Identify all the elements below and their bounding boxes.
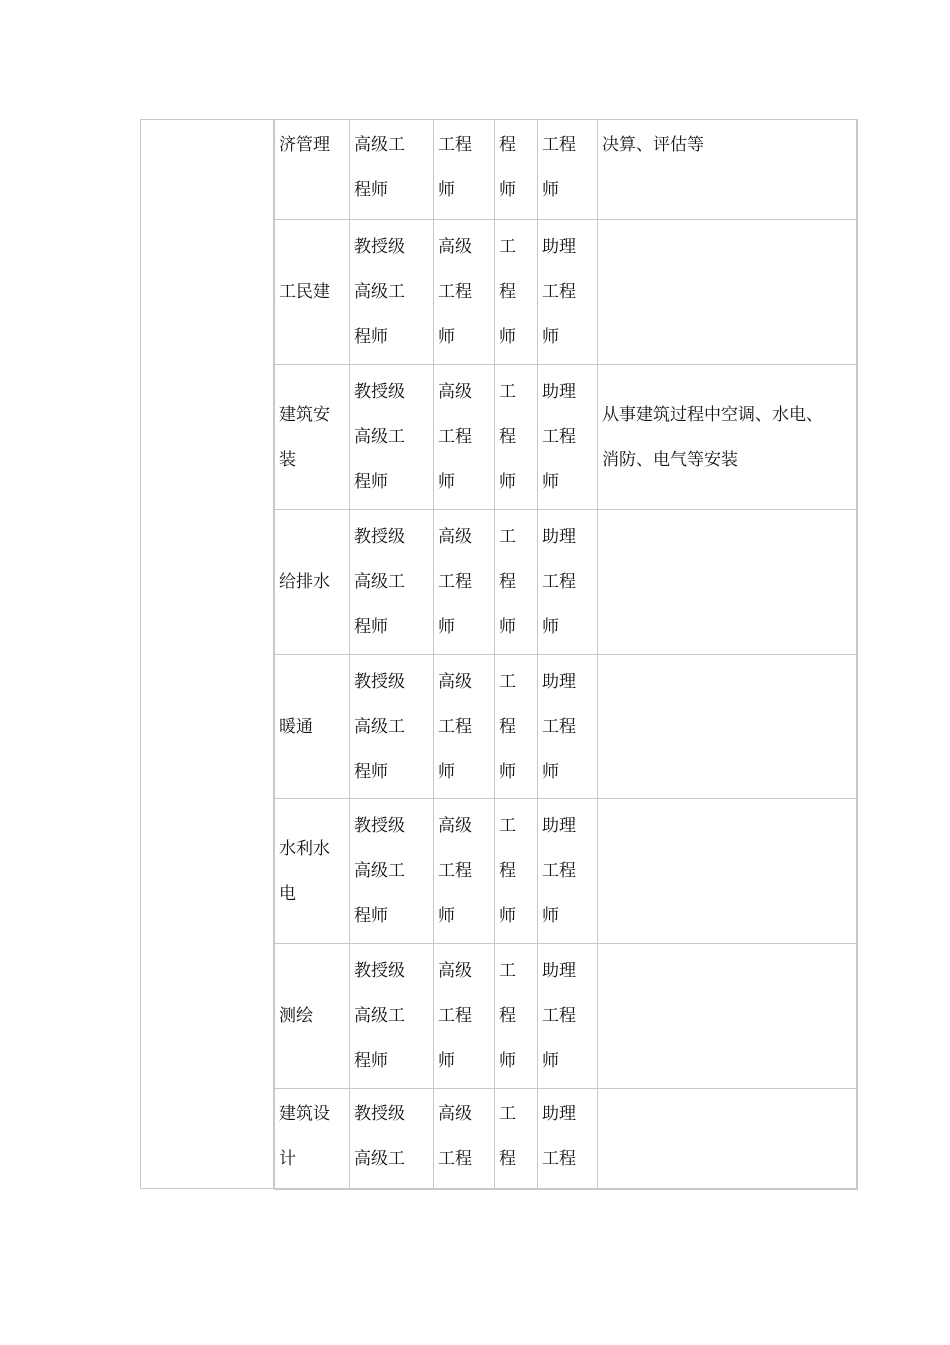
note-cell: [597, 798, 858, 944]
field-cell: 建筑安 装: [274, 364, 350, 510]
title-senior-cell: 教授级 高级工: [349, 1088, 434, 1190]
field-cell: 建筑设 计: [274, 1088, 350, 1190]
title-engineer-cell: 程 师: [494, 119, 538, 220]
title-high-cell: 工程 师: [433, 119, 495, 220]
title-engineer-cell: 工 程 师: [494, 798, 538, 944]
title-high-cell: 高级 工程 师: [433, 219, 495, 365]
title-high-cell: 高级 工程 师: [433, 798, 495, 944]
title-senior-cell: 教授级 高级工 程师: [349, 509, 434, 655]
title-engineer-cell: 工 程 师: [494, 943, 538, 1089]
title-engineer-cell: 工 程 师: [494, 509, 538, 655]
title-assistant-cell: 助理 工程 师: [537, 943, 598, 1089]
field-cell: 暖通: [274, 654, 350, 799]
note-cell: [597, 943, 858, 1089]
title-senior-cell: 教授级 高级工 程师: [349, 654, 434, 799]
field-cell: 测绘: [274, 943, 350, 1089]
note-cell: [597, 1088, 858, 1190]
title-senior-cell: 教授级 高级工 程师: [349, 798, 434, 944]
title-assistant-cell: 工程 师: [537, 119, 598, 220]
note-cell: 从事建筑过程中空调、水电、 消防、电气等安装: [597, 364, 858, 510]
note-cell: [597, 219, 858, 365]
note-cell: [597, 509, 858, 655]
title-assistant-cell: 助理 工程 师: [537, 798, 598, 944]
title-engineer-cell: 工 程 师: [494, 654, 538, 799]
title-assistant-cell: 助理 工程 师: [537, 654, 598, 799]
title-high-cell: 高级 工程 师: [433, 509, 495, 655]
title-engineer-cell: 工 程 师: [494, 219, 538, 365]
title-high-cell: 高级 工程: [433, 1088, 495, 1190]
note-cell: 决算、评估等: [597, 119, 858, 220]
title-assistant-cell: 助理 工程 师: [537, 364, 598, 510]
title-high-cell: 高级 工程 师: [433, 654, 495, 799]
title-engineer-cell: 工 程: [494, 1088, 538, 1190]
field-cell: 济管理: [274, 119, 350, 220]
title-engineer-cell: 工 程 师: [494, 364, 538, 510]
note-cell: [597, 654, 858, 799]
field-cell: 给排水: [274, 509, 350, 655]
title-senior-cell: 教授级 高级工 程师: [349, 364, 434, 510]
title-high-cell: 高级 工程 师: [433, 943, 495, 1089]
title-assistant-cell: 助理 工程 师: [537, 219, 598, 365]
field-cell: 工民建: [274, 219, 350, 365]
title-senior-cell: 高级工 程师: [349, 119, 434, 220]
title-assistant-cell: 助理 工程 师: [537, 509, 598, 655]
title-senior-cell: 教授级 高级工 程师: [349, 219, 434, 365]
category-column: [141, 120, 274, 1188]
title-high-cell: 高级 工程 师: [433, 364, 495, 510]
title-assistant-cell: 助理 工程: [537, 1088, 598, 1190]
title-senior-cell: 教授级 高级工 程师: [349, 943, 434, 1089]
field-cell: 水利水 电: [274, 798, 350, 944]
